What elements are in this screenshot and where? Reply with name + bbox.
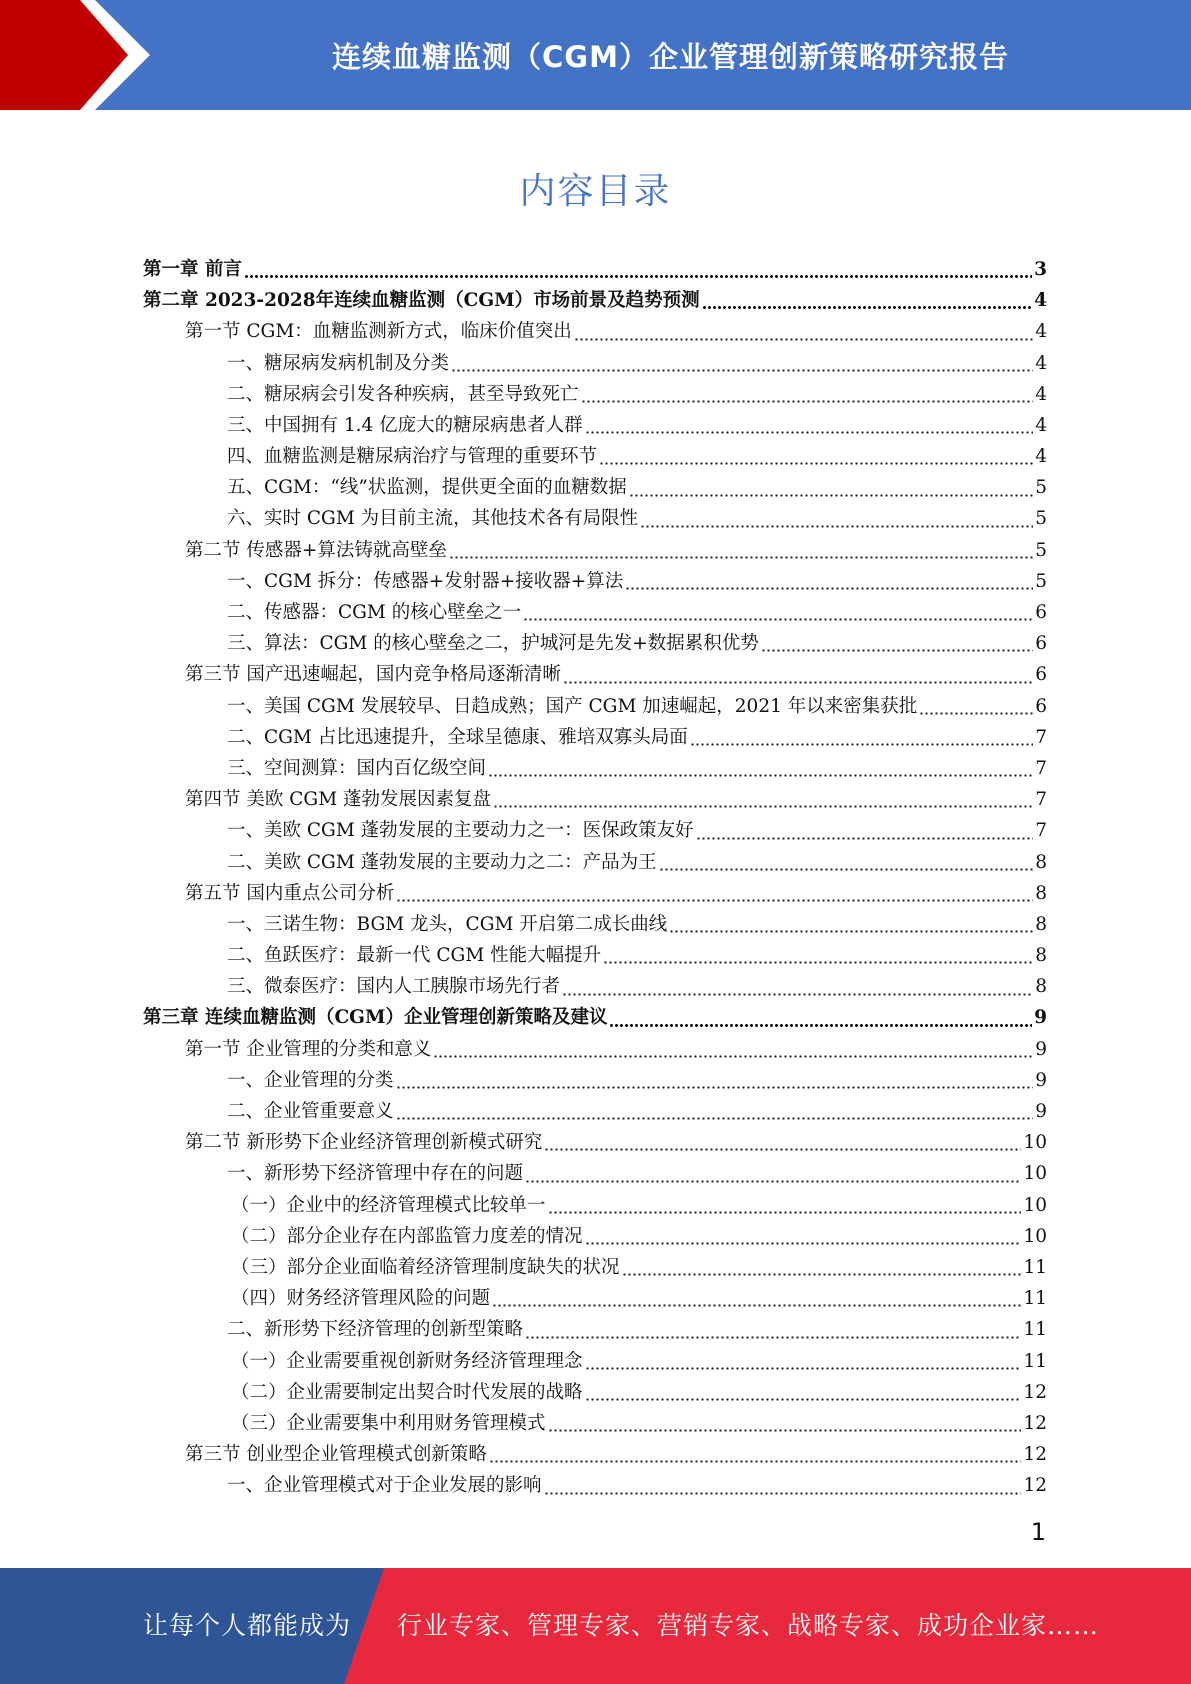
toc-dot-leader xyxy=(585,1398,1022,1401)
toc-entry-page: 9 xyxy=(1035,1069,1047,1091)
toc-entry-title: 第二节 新形势下企业经济管理创新模式研究 xyxy=(185,1132,543,1154)
toc-entry[interactable] xyxy=(143,1096,1047,1127)
toc-entry-title: 一、糖尿病发病机制及分类 xyxy=(227,352,450,374)
toc-entry-title: 二、鱼跃医疗：最新一代 CGM 性能大幅提升 xyxy=(227,945,602,967)
toc-entry-title: 二、企业管重要意义 xyxy=(227,1101,394,1123)
toc-entry-title: 一、三诺生物：BGM 龙头，CGM 开启第二成长曲线 xyxy=(227,913,668,935)
toc-entry-title: 一、企业管理模式对于企业发展的影响 xyxy=(227,1475,542,1497)
toc-entry-page: 9 xyxy=(1035,1101,1047,1123)
toc-entry[interactable] xyxy=(143,504,1047,535)
toc-entry[interactable] xyxy=(143,1003,1047,1034)
toc-entry-title: 第五节 国内重点公司分析 xyxy=(185,882,395,904)
toc-entry-page: 5 xyxy=(1035,477,1047,499)
toc-entry-page: 12 xyxy=(1023,1475,1047,1497)
toc-dot-leader xyxy=(669,930,1033,933)
toc-dot-leader xyxy=(451,369,1033,372)
toc-entry-title: 一、CGM 拆分：传感器+发射器+接收器+算法 xyxy=(227,570,624,592)
toc-dot-leader xyxy=(562,993,1033,996)
toc-heading: 内容目录 xyxy=(519,171,672,212)
toc-entry[interactable] xyxy=(143,691,1047,722)
toc-entry[interactable] xyxy=(143,1190,1047,1221)
toc-entry-page: 4 xyxy=(1035,414,1047,436)
toc-entry-page: 4 xyxy=(1035,383,1047,405)
toc-entry-page: 4 xyxy=(1035,446,1047,468)
toc-entry-title: 二、传感器：CGM 的核心壁垒之一 xyxy=(227,602,522,624)
toc-dot-leader xyxy=(581,400,1034,403)
toc-dot-leader xyxy=(523,618,1033,621)
toc-dot-leader xyxy=(548,1211,1022,1214)
toc-entry-title: 一、企业管理的分类 xyxy=(227,1069,394,1091)
toc-entry-page: 4 xyxy=(1035,352,1047,374)
toc-entry-page: 8 xyxy=(1035,882,1047,904)
toc-dot-leader xyxy=(585,1367,1022,1370)
toc-dot-leader xyxy=(548,1429,1022,1432)
toc-entry-title: 六、实时 CGM 为目前主流，其他技术各有局限性 xyxy=(227,508,639,530)
toc-entry-page: 8 xyxy=(1035,945,1047,967)
toc-entry-page: 5 xyxy=(1035,539,1047,561)
toc-entry[interactable] xyxy=(143,1346,1047,1377)
toc-entry-page: 11 xyxy=(1023,1350,1047,1372)
toc-entry-page: 5 xyxy=(1035,508,1047,530)
toc-entry-page: 12 xyxy=(1023,1412,1047,1434)
toc-entry-page: 4 xyxy=(1035,321,1047,343)
footer-slogan-left: 让每个人都能成为 xyxy=(143,1611,352,1640)
toc-entry[interactable] xyxy=(143,379,1047,410)
toc-dot-leader xyxy=(493,805,1033,808)
toc-entry-title: （一）企业中的经济管理模式比较单一 xyxy=(231,1194,546,1216)
toc-entry[interactable] xyxy=(143,1034,1047,1065)
toc-entry[interactable] xyxy=(143,1439,1047,1470)
toc-entry[interactable] xyxy=(143,722,1047,753)
toc-entry-page: 10 xyxy=(1023,1163,1047,1185)
toc-entry-page: 7 xyxy=(1035,757,1047,779)
toc-entry-title: 二、糖尿病会引发各种疾病，甚至导致死亡 xyxy=(227,383,579,405)
toc-dot-leader xyxy=(696,837,1034,840)
toc-entry-page: 4 xyxy=(1034,290,1047,312)
report-title: 连续血糖监测（CGM）企业管理创新策略研究报告 xyxy=(332,39,1009,74)
toc-dot-leader xyxy=(574,338,1033,341)
toc-dot-leader xyxy=(599,462,1033,465)
toc-entry-page: 8 xyxy=(1035,976,1047,998)
toc-entry-page: 6 xyxy=(1035,664,1047,686)
toc-entry-page: 9 xyxy=(1035,1038,1047,1060)
toc-entry-page: 11 xyxy=(1023,1256,1047,1278)
toc-entry-title: 第三节 创业型企业管理模式创新策略 xyxy=(185,1444,487,1466)
toc-entry[interactable] xyxy=(143,753,1047,784)
toc-entry-title: 第四节 美欧 CGM 蓬勃发展因素复盘 xyxy=(185,789,492,811)
toc-dot-leader xyxy=(525,1180,1021,1183)
header-chevron-decoration xyxy=(0,0,160,110)
toc-entry-title: 一、美欧 CGM 蓬勃发展的主要动力之一：医保政策友好 xyxy=(227,820,694,842)
toc-entry[interactable] xyxy=(143,597,1047,628)
toc-entry[interactable] xyxy=(143,940,1047,971)
toc-entry-title: （二）部分企业存在内部监管力度差的情况 xyxy=(231,1225,583,1247)
toc-entry[interactable] xyxy=(143,1252,1047,1283)
toc-entry[interactable] xyxy=(143,410,1047,441)
toc-entry-page: 7 xyxy=(1035,726,1047,748)
toc-entry-title: 一、新形势下经济管理中存在的问题 xyxy=(227,1163,524,1185)
page-number: 1 xyxy=(1030,1518,1046,1546)
toc-entry-page: 8 xyxy=(1035,851,1047,873)
toc-entry-title: 二、CGM 占比迅速提升，全球呈德康、雅培双寡头局面 xyxy=(227,726,688,748)
toc-entry-title: 第二节 传感器+算法铸就高壁垒 xyxy=(185,539,447,561)
toc-dot-leader xyxy=(563,681,1033,684)
toc-entry[interactable] xyxy=(143,441,1047,472)
toc-entry[interactable] xyxy=(143,659,1047,690)
toc-entry[interactable] xyxy=(143,535,1047,566)
toc-entry-page: 8 xyxy=(1035,913,1047,935)
toc-entry[interactable] xyxy=(143,472,1047,503)
toc-entry-page: 7 xyxy=(1035,789,1047,811)
toc-entry-page: 6 xyxy=(1035,695,1047,717)
toc-entry[interactable] xyxy=(143,348,1047,379)
toc-entry[interactable] xyxy=(143,1408,1047,1439)
toc-entry[interactable] xyxy=(143,1158,1047,1189)
toc-dot-leader xyxy=(449,556,1033,559)
table-of-contents xyxy=(143,254,1047,1502)
toc-entry[interactable] xyxy=(143,1065,1047,1096)
toc-entry[interactable] xyxy=(143,1127,1047,1158)
toc-dot-leader xyxy=(585,1242,1022,1245)
toc-entry[interactable] xyxy=(143,1377,1047,1408)
toc-entry[interactable] xyxy=(143,784,1047,815)
toc-entry-title: 第一节 企业管理的分类和意义 xyxy=(185,1038,432,1060)
toc-entry[interactable] xyxy=(143,909,1047,940)
toc-dot-leader xyxy=(396,1117,1034,1120)
toc-entry-title: （三）企业需要集中利用财务管理模式 xyxy=(231,1412,546,1434)
toc-dot-leader xyxy=(492,1304,1021,1307)
toc-entry-title: 第一章 前言 xyxy=(143,258,242,280)
toc-dot-leader xyxy=(488,774,1033,777)
toc-dot-leader xyxy=(690,743,1033,746)
footer-slogan-right: 行业专家、管理专家、营销专家、战略专家、成功企业家…… xyxy=(397,1611,1100,1640)
toc-entry-title: （三）部分企业面临着经济管理制度缺失的状况 xyxy=(231,1256,620,1278)
toc-entry-title: 三、中国拥有 1.4 亿庞大的糖尿病患者人群 xyxy=(227,414,583,436)
toc-entry-title: 五、CGM：“线”状监测，提供更全面的血糖数据 xyxy=(227,477,627,499)
toc-entry-title: 三、微泰医疗：国内人工胰腺市场先行者 xyxy=(227,976,561,998)
toc-dot-leader xyxy=(489,1460,1022,1463)
toc-entry-page: 11 xyxy=(1023,1319,1047,1341)
toc-dot-leader xyxy=(603,961,1033,964)
toc-entry[interactable] xyxy=(143,566,1047,597)
toc-entry[interactable] xyxy=(143,1314,1047,1345)
toc-dot-leader xyxy=(622,1273,1022,1276)
toc-entry[interactable] xyxy=(143,815,1047,846)
toc-entry[interactable] xyxy=(143,1283,1047,1314)
toc-entry-title: 第三节 国产迅速崛起，国内竞争格局逐渐清晰 xyxy=(185,664,561,686)
toc-entry-page: 12 xyxy=(1023,1444,1047,1466)
toc-entry-title: 第三章 连续血糖监测（CGM）企业管理创新策略及建议 xyxy=(143,1007,608,1029)
toc-entry[interactable] xyxy=(143,316,1047,347)
toc-entry-page: 3 xyxy=(1034,258,1047,280)
toc-entry[interactable] xyxy=(143,285,1047,316)
toc-entry[interactable] xyxy=(143,628,1047,659)
toc-entry-page: 10 xyxy=(1023,1194,1047,1216)
toc-dot-leader xyxy=(625,587,1033,590)
toc-entry[interactable] xyxy=(143,1221,1047,1252)
toc-entry-title: 一、美国 CGM 发展较早、日趋成熟；国产 CGM 加速崛起，2021 年以来密集获批 xyxy=(227,695,918,717)
toc-entry[interactable] xyxy=(143,847,1047,878)
toc-entry-title: 三、空间测算：国内百亿级空间 xyxy=(227,757,487,779)
toc-entry[interactable] xyxy=(143,878,1047,909)
toc-dot-leader xyxy=(544,1148,1021,1151)
toc-entry-title: 四、血糖监测是糖尿病治疗与管理的重要环节 xyxy=(227,446,598,468)
toc-entry[interactable] xyxy=(143,254,1047,285)
toc-dot-leader xyxy=(396,899,1033,902)
toc-entry-page: 6 xyxy=(1035,602,1047,624)
toc-dot-leader xyxy=(919,712,1033,715)
toc-entry-page: 11 xyxy=(1023,1288,1047,1310)
page-footer xyxy=(0,1568,1191,1684)
toc-entry-page: 7 xyxy=(1035,820,1047,842)
toc-entry-page: 6 xyxy=(1035,633,1047,655)
toc-dot-leader xyxy=(396,1086,1034,1089)
toc-entry-page: 10 xyxy=(1023,1225,1047,1247)
toc-dot-leader xyxy=(433,1055,1033,1058)
toc-dot-leader xyxy=(525,1336,1021,1339)
toc-dot-leader xyxy=(702,306,1033,309)
toc-dot-leader xyxy=(640,525,1033,528)
toc-entry[interactable] xyxy=(143,1470,1047,1501)
toc-entry-title: 第二章 2023-2028年连续血糖监测（CGM）市场前景及趋势预测 xyxy=(143,290,700,312)
toc-dot-leader xyxy=(585,431,1034,434)
toc-entry-page: 9 xyxy=(1034,1007,1047,1029)
toc-entry[interactable] xyxy=(143,971,1047,1002)
toc-dot-leader xyxy=(609,1024,1032,1027)
toc-entry-title: （四）财务经济管理风险的问题 xyxy=(231,1288,491,1310)
page-header xyxy=(0,0,1191,110)
toc-entry-title: （一）企业需要重视创新财务经济管理理念 xyxy=(231,1350,583,1372)
toc-dot-leader xyxy=(244,275,1032,278)
toc-dot-leader xyxy=(629,494,1033,497)
toc-entry-title: 二、新形势下经济管理的创新型策略 xyxy=(227,1319,524,1341)
toc-dot-leader xyxy=(761,649,1033,652)
toc-entry-title: （二）企业需要制定出契合时代发展的战略 xyxy=(231,1381,583,1403)
toc-entry-page: 5 xyxy=(1035,570,1047,592)
toc-dot-leader xyxy=(659,868,1034,871)
toc-dot-leader xyxy=(544,1492,1022,1495)
toc-entry-page: 10 xyxy=(1023,1132,1047,1154)
toc-entry-page: 12 xyxy=(1023,1381,1047,1403)
toc-entry-title: 三、算法：CGM 的核心壁垒之二，护城河是先发+数据累积优势 xyxy=(227,633,759,655)
toc-entry-title: 二、美欧 CGM 蓬勃发展的主要动力之二：产品为王 xyxy=(227,851,657,873)
toc-entry-title: 第一节 CGM：血糖监测新方式，临床价值突出 xyxy=(185,321,572,343)
